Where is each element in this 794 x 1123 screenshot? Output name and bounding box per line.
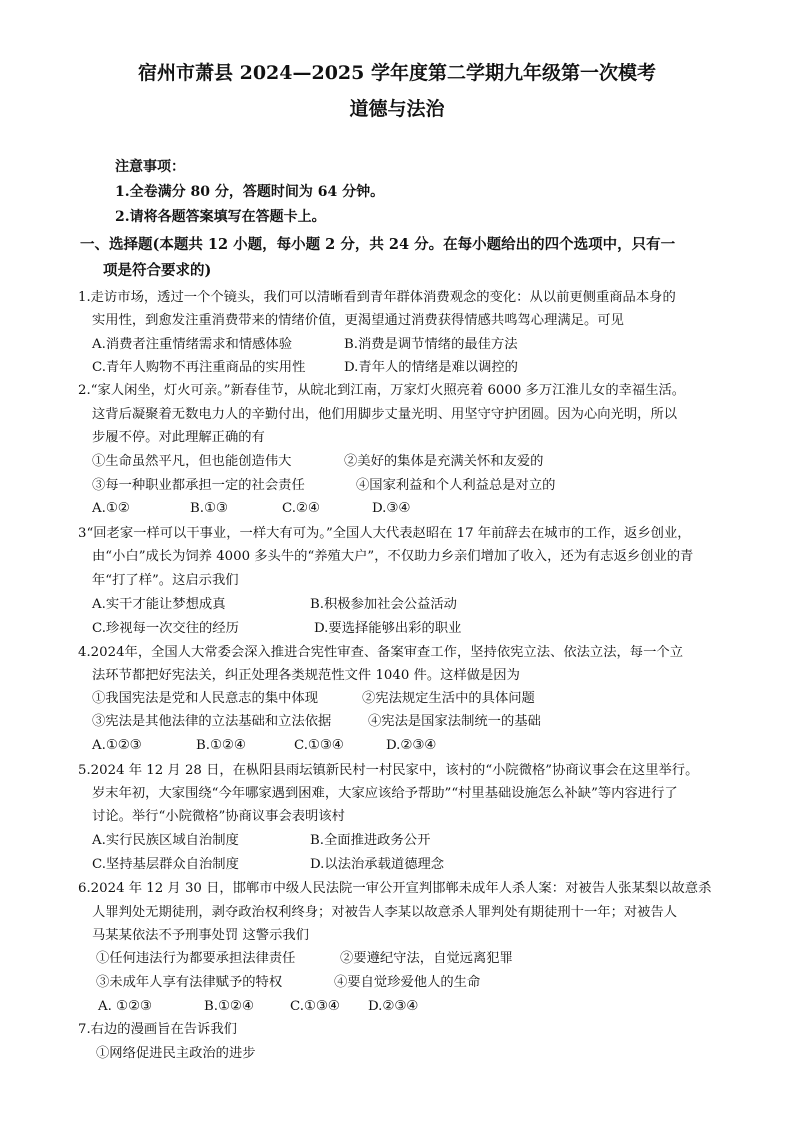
question-3-line-2: 由“小白”成长为饲养 4000 多头牛的“养殖大户”，不仅助力乡亲们增加了收入，还为有志返乡创业的青 xyxy=(92,549,694,564)
question-4-option-c: C.①③④ xyxy=(294,738,344,753)
question-2-statement-1: ①生命虽然平凡，但也能创造伟大 xyxy=(92,454,292,469)
question-5-line-2: 岁末年初，大家围绕“今年哪家遇到困难，大家应该给予帮助”“村里基础设施怎么补缺”等内容进行了 xyxy=(92,786,678,801)
question-3-option-c: C.珍视每一次交往的经历 xyxy=(92,621,239,636)
question-6-statement-2: ②要遵纪守法，自觉远离犯罪 xyxy=(340,951,513,966)
subject-title: 道德与法治 xyxy=(349,98,445,120)
exam-title: 宿州市萧县 2024—2025 学年度第二学期九年级第一次模考 xyxy=(138,62,656,84)
question-6-line-1: 6.2024 年 12 月 30 日，邯郸市中级人民法院一审公开宣判邯郸未成年人杀人案：对被告人张某梨以故意杀 xyxy=(78,881,712,896)
question-2-line-2: 这背后凝聚着无数电力人的辛勤付出，他们用脚步丈量光明、用坚守守护团圆。因为心向光明，所以 xyxy=(92,407,678,422)
question-6-option-d: D.②③④ xyxy=(368,999,419,1014)
question-5-option-d: D.以法治承载道德理念 xyxy=(310,857,445,872)
question-2-line-1: 2.“家人闲坐，灯火可亲。”新春佳节，从皖北到江南，万家灯火照亮着 6000 多万江淮儿女的幸福生活。 xyxy=(78,383,686,398)
question-6-statement-4: ④要自觉珍爱他人的生命 xyxy=(334,975,481,990)
question-6-line-3: 马某某依法不予刑事处罚 这警示我们 xyxy=(92,928,309,943)
question-6-option-b: B.①②④ xyxy=(204,999,254,1014)
question-3-option-a: A.实干才能让梦想成真 xyxy=(92,597,226,612)
question-3-line-3: 年“打了样”。这启示我们 xyxy=(92,573,239,588)
question-6-option-c: C.①③④ xyxy=(290,999,340,1014)
notice-heading: 注意事项： xyxy=(115,159,185,175)
question-2-option-c: C.②④ xyxy=(282,501,320,516)
question-5-line-1: 5.2024 年 12 月 28 日，在枞阳县雨坛镇新民村一村民家中，该村的“小院微格”协商议事会在这里举行。 xyxy=(78,763,699,778)
question-6-statement-3: ③未成年人享有法律赋予的特权 xyxy=(96,975,283,990)
question-2-option-a: A.①② xyxy=(92,501,130,516)
question-7-statement-1: ①网络促进民主政治的进步 xyxy=(96,1046,256,1061)
notice-item-1: 1.全卷满分 80 分，答题时间为 64 分钟。 xyxy=(115,184,385,200)
question-4-statement-4: ④宪法是国家法制统一的基础 xyxy=(368,714,541,729)
question-5-option-b: B.全面推进政务公开 xyxy=(310,833,431,848)
question-4-statement-2: ②宪法规定生活中的具体问题 xyxy=(362,691,535,706)
question-4-option-d: D.②③④ xyxy=(386,738,437,753)
section-heading: 一、选择题(本题共 12 小题，每小题 2 分，共 24 分。在每小题给出的四个选项中，只有一 xyxy=(80,236,676,253)
question-2-statement-3: ③每一种职业都承担一定的社会责任 xyxy=(92,478,305,493)
question-4-line-1: 4.2024年，全国人大常委会深入推进合宪性审查、备案审查工作，坚持依宪立法、依法立法，每一个立 xyxy=(78,645,683,660)
question-2-statement-4: ④国家利益和个人利益总是对立的 xyxy=(356,478,556,493)
question-2-line-3: 步履不停。对此理解正确的有 xyxy=(92,430,265,445)
question-6-option-a: A. ①②③ xyxy=(98,999,152,1014)
question-2-option-d: D.③④ xyxy=(372,501,411,516)
question-1-option-b: B.消费是调节情绪的最佳方法 xyxy=(344,337,518,352)
question-1-option-d: D.青年人的情绪是难以调控的 xyxy=(344,360,518,375)
question-4-statement-3: ③宪法是其他法律的立法基础和立法依据 xyxy=(92,714,332,729)
question-3-line-1: 3“回老家一样可以干事业，一样大有可为。”全国人大代表赵昭在 17 年前辞去在城市的工作，返乡创业， xyxy=(78,526,691,541)
question-2-statement-2: ②美好的集体是充满关怀和友爱的 xyxy=(344,454,544,469)
question-1-line-2: 实用性，到愈发注重消费带来的情绪价值，更渴望通过消费获得情感共鸣驾心理满足。可见 xyxy=(92,313,624,328)
question-4-line-2: 法环节都把好宪法关，纠正处理各类规范性文件 1040 件。这样做是因为 xyxy=(92,668,520,683)
question-4-statement-1: ①我国宪法是党和人民意志的集中体现 xyxy=(92,691,319,706)
question-5-line-3: 讨论。举行“小院微格”协商议事会表明该村 xyxy=(92,809,345,824)
question-6-statement-1: ①任何违法行为都要承担法律责任 xyxy=(96,951,296,966)
question-6-line-2: 人罪判处无期徒刑，剥夺政治权利终身；对被告人李某以故意杀人罪判处有期徒刑十一年；对被告人 xyxy=(92,905,678,920)
question-3-option-b: B.积极参加社会公益活动 xyxy=(310,597,457,612)
question-4-option-b: B.①②④ xyxy=(196,738,246,753)
question-7-line-1: 7.右边的漫画旨在告诉我们 xyxy=(78,1022,237,1037)
question-1-option-a: A.消费者注重情绪需求和情感体验 xyxy=(92,337,292,352)
question-1-option-c: C.青年人购物不再注重商品的实用性 xyxy=(92,360,306,375)
question-4-option-a: A.①②③ xyxy=(92,738,142,753)
question-5-option-a: A.实行民族区域自治制度 xyxy=(92,833,239,848)
section-heading-cont: 项是符合要求的) xyxy=(103,262,212,279)
question-1-line-1: 1.走访市场，透过一个个镜头，我们可以清晰看到青年群体消费观念的变化：从以前更侧重商品本身的 xyxy=(78,290,676,305)
question-3-option-d: D.要选择能够出彩的职业 xyxy=(314,621,462,636)
question-5-option-c: C.坚持基层群众自治制度 xyxy=(92,857,239,872)
question-2-option-b: B.①③ xyxy=(190,501,228,516)
notice-item-2: 2.请将各题答案填写在答题卡上。 xyxy=(115,209,326,225)
